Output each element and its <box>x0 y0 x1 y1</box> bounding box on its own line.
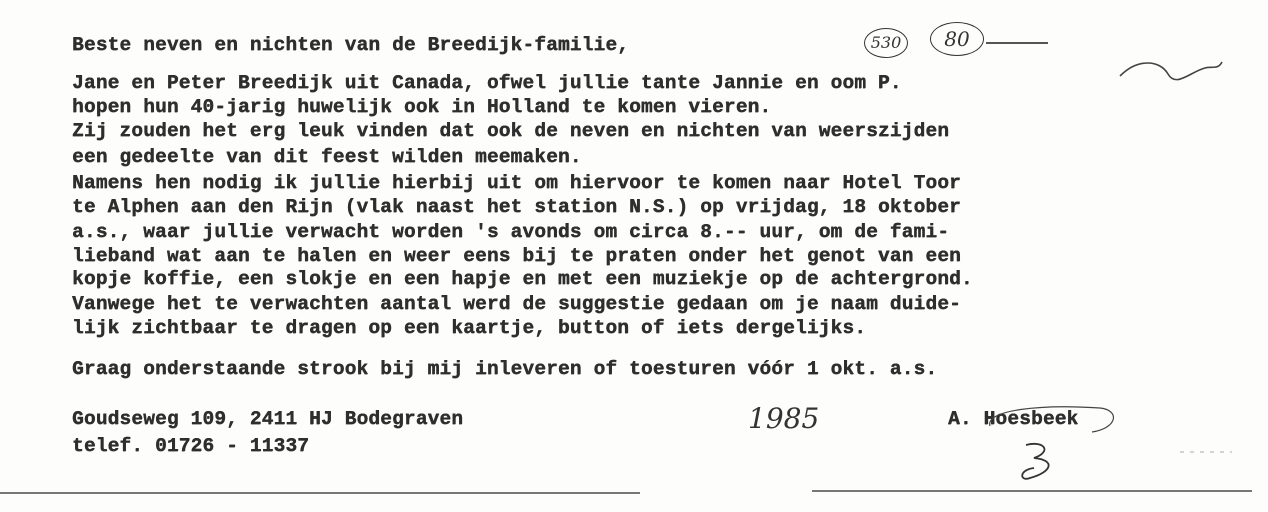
signature-loop <box>990 407 1114 432</box>
letter-line: lieband wat aan te halen en weer eens bij te praten onder het genot van een <box>72 245 961 267</box>
reference-number-circled: 80 <box>930 22 984 56</box>
sender-address: Goudseweg 109, 2411 HJ Bodegraven <box>72 408 464 430</box>
letter-line: Jane en Peter Breedijk uit Canada, ofwel jullie tante Jannie en oom P. <box>72 72 902 94</box>
reference-number-circled: 530 <box>864 28 908 58</box>
handwritten-year: 1985 <box>748 402 820 435</box>
salutation: Beste neven en nichten van de Breedijk-familie, <box>72 34 630 56</box>
closing-request: Graag onderstaande strook bij mij inleveren of toesturen vóór 1 okt. a.s. <box>72 358 938 380</box>
letter-line: te Alphen aan den Rijn (vlak naast het station N.S.) op vrijdag, 18 oktober <box>72 196 961 218</box>
letter-line: een gedeelte van dit feest wilden meemaken. <box>72 146 582 168</box>
letter-line: Vanwege het te verwachten aantal werd de suggestie gedaan om je naam duide- <box>72 293 961 315</box>
letter-line: hopen hun 40-jarig huwelijk ook in Holland te komen vieren. <box>72 96 772 118</box>
letter-line: Namens hen nodig ik jullie hierbij uit om hiervoor te komen naar Hotel Toor <box>72 172 961 194</box>
signature-flourish <box>1022 444 1048 479</box>
letter-line: lijk zichtbaar te dragen op een kaartje, button of iets dergelijks. <box>72 317 867 339</box>
letter-line: Zij zouden het erg leuk vinden dat ook de neven en nichten van weerszijden <box>72 120 950 142</box>
sender-phone: telef. 01726 - 11337 <box>72 435 310 457</box>
scribble-mark <box>1120 62 1222 80</box>
letter-line: kopje koffie, een slokje en een hapje en met een muziekje op de achtergrond. <box>72 268 973 290</box>
letter-line: a.s., waar jullie verwacht worden 's avonds om circa 8.-- uur, om de fami- <box>72 221 950 243</box>
signature-name: A. Hoesbeek <box>948 408 1079 430</box>
